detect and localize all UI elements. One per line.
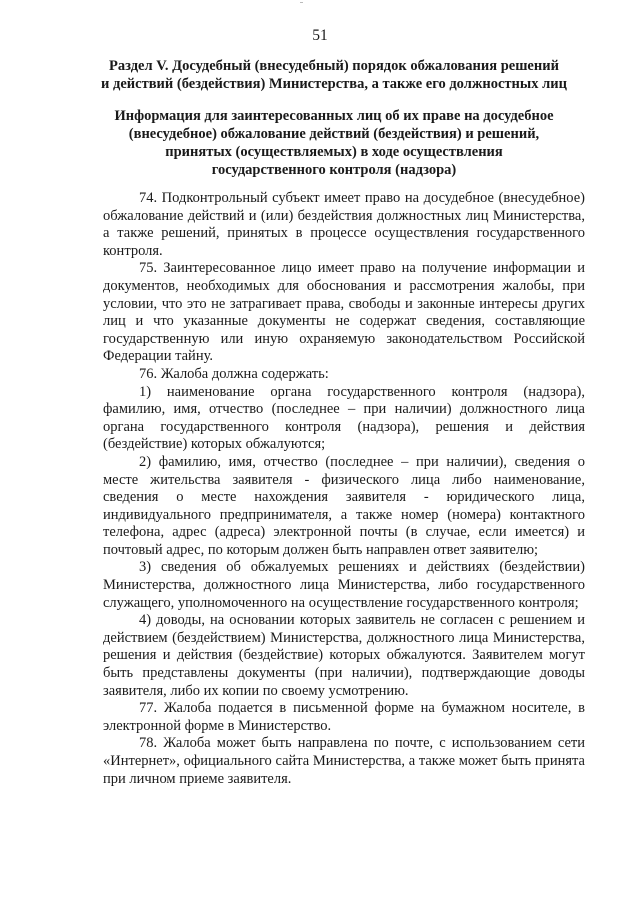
section-title-line: Раздел V. Досудебный (внесудебный) порядок обжалования решений xyxy=(109,58,559,74)
info-title-line: Информация для заинтересованных лиц об их праве на досудебное xyxy=(114,108,554,124)
paragraph-76-item-1: 1) наименование органа государственного контроля (надзора), фамилию, имя, отчество (последнее – при наличии) должностного лица органа государственного контроля (надзора), решения и действия (бездействие) которых обжалуются; xyxy=(103,383,585,453)
scan-mark xyxy=(300,2,303,3)
section-title xyxy=(96,57,572,93)
info-title-line: государственного контроля (надзора) xyxy=(211,162,457,178)
info-title xyxy=(96,107,572,179)
info-title-line: принятых (осуществляемых) в ходе осуществления xyxy=(165,144,503,160)
paragraph-78: 78. Жалоба может быть направлена по почте, с использованием сети «Интернет», официального сайта Министерства, а также может быть принята при личном приеме заявителя. xyxy=(103,735,585,787)
body-text xyxy=(103,190,585,788)
info-title-line: (внесудебное) обжалование действий (бездействия) и решений, xyxy=(128,126,540,142)
paragraph-74: 74. Подконтрольный субъект имеет право на досудебное (внесудебное) обжалование действий и (или) бездействия должностных лиц Министерства, а также решений, принятых в процессе осуществления государственного контроля. xyxy=(103,190,585,259)
paragraph-76-item-2: 2) фамилию, имя, отчество (последнее – при наличии), сведения о месте жительства заявителя - физического лица либо наименование, сведения о месте нахождения заявителя - юридического лица, индивидуального предпринимателя, а также номер (номера) контактного телефона, адрес (адреса) электронной почты (в случае, если имеется) и почтовый адрес, по которым должен быть направлен ответ заявителю; xyxy=(103,453,585,558)
section-title-line: и действий (бездействия) Министерства, а также его должностных лиц xyxy=(101,76,567,92)
paragraph-76: 76. Жалоба должна содержать: xyxy=(139,365,329,382)
paragraph-77: 77. Жалоба подается в письменной форме на бумажном носителе, в электронной форме в Министерство. xyxy=(103,700,585,734)
paragraph-76-item-4: 4) доводы, на основании которых заявитель не согласен с решением и действием (бездействием) Министерства, должностного лица Министерства, решения и действия (бездействие) которых обжалуются. Заявителем могут быть представлены документы (при наличии), подтверждающие доводы заявителя, либо их копии по своему усмотрению. xyxy=(103,612,585,699)
paragraph-76-item-3: 3) сведения об обжалуемых решениях и действиях (бездействии) Министерства, должностного лица Министерства, либо государственного служащего, уполномоченного на осуществление государственного контроля; xyxy=(103,559,585,611)
page-number: 51 xyxy=(312,27,328,44)
paragraph-75: 75. Заинтересованное лицо имеет право на получение информации и документов, необходимых для обоснования и рассмотрения жалобы, при условии, что это не затрагивает права, свободы и законные интересы других лиц и что указанные документы не содержат сведения, составляющие государственную или иную охраняемую законодательством Российской Федерации тайну. xyxy=(103,260,585,365)
